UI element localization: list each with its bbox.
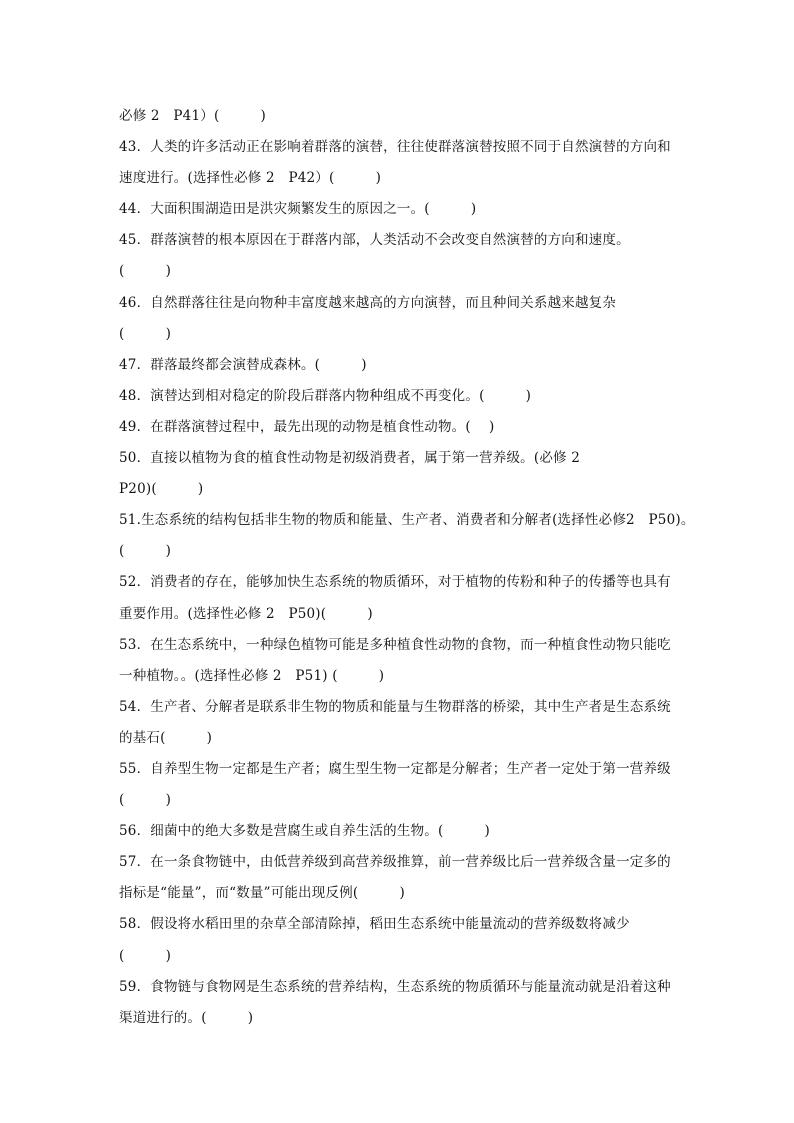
text-line: ( ) [119,263,172,280]
text-line: 49．在群落演替过程中，最先出现的动物是植食性动物。( ) [119,418,495,435]
text-line: ( ) [119,543,172,560]
text-line: P20)( ) [119,481,204,498]
text-line: 46．自然群落往往是向物种丰富度越来越高的方向演替，而且种间关系越来越复杂 [119,294,617,311]
text-line: ( ) [119,792,172,809]
question-list [119,101,695,1034]
text-line: 一种植物。。(选择性必修 2 P51) ( ) [119,667,385,684]
text-line: 58．假设将水稻田里的杂草全部清除掉，稻田生态系统中能量流动的营养级数将减少 [119,916,630,933]
text-line: 速度进行。(选择性必修 2 P42）( ) [119,170,382,187]
text-line: ( ) [119,325,172,342]
text-line: 指标是“能量”，而“数量”可能出现反例( ) [119,885,405,902]
text-line: 53．在生态系统中，一种绿色植物可能是多种植食性动物的食物，而一种植食性动物只能吃 [119,636,671,653]
text-line: 55．自养型生物一定都是生产者；腐生型生物一定都是分解者；生产者一定处于第一营养级 [119,760,671,777]
text-line: 渠道进行的。( ) [119,1009,254,1026]
text-line: 必修 2 P41）( ) [119,108,266,124]
text-line: 51.生态系统的结构包括非生物的物质和能量、生产者、消费者和分解者(选择性必修2 P50)。 [119,512,695,529]
text-line: 52．消费者的存在，能够加快生态系统的物质循环，对于植物的传粉和种子的传播等也具有 [119,574,671,591]
text-line: 56．细菌中的绝大多数是营腐生或自养生活的生物。( ) [119,823,491,840]
text-line: 的基石( ) [119,729,213,746]
text-line: 47．群落最终都会演替成森林。( ) [119,356,367,373]
text-line: ( ) [119,947,172,964]
text-line: 44．大面积围湖造田是洪灾频繁发生的原因之一。( ) [119,201,477,218]
text-line: 54．生产者、分解者是联系非生物的物质和能量与生物群落的桥梁，其中生产者是生态系统 [119,698,671,715]
text-line: 59．食物链与食物网是生态系统的营养结构，生态系统的物质循环与能量流动就是沿着这种 [119,978,671,995]
text-line: 57．在一条食物链中，由低营养级到高营养级推算，前一营养级比后一营养级含量一定多的 [119,854,671,871]
text-line: 43．人类的许多活动正在影响着群落的演替，往往使群落演替按照不同于自然演替的方向和 [119,139,671,156]
text-line: 48．演替达到相对稳定的阶段后群落内物种组成不再变化。( ) [119,387,532,404]
text-line: 45．群落演替的根本原因在于群落内部，人类活动不会改变自然演替的方向和速度。 [119,232,630,249]
text-line: 50．直接以植物为食的植食性动物是初级消费者，属于第一营养级。(必修 2 [119,450,581,467]
text-line: 重要作用。(选择性必修 2 P50)( ) [119,605,373,622]
